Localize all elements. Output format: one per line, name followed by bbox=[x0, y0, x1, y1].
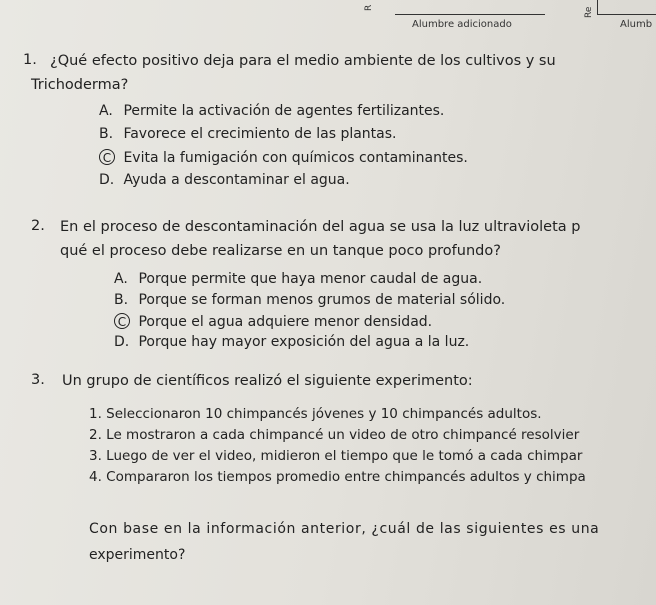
option-d bbox=[114, 334, 469, 350]
graph-label-alumbre: Alumbre adicionado bbox=[412, 19, 512, 30]
option-letter: D. bbox=[99, 172, 115, 188]
question-text: qué el proceso debe realizarse en un tanque poco profundo? bbox=[60, 243, 501, 259]
question-number: 1. bbox=[23, 52, 37, 68]
closing-question-text: experimento? bbox=[89, 547, 186, 563]
option-letter: B. bbox=[99, 126, 114, 142]
option-c-selected bbox=[114, 313, 432, 330]
experiment-step: 2. Le mostraron a cada chimpancé un video de otro chimpancé resolvier bbox=[89, 427, 580, 443]
option-text: Porque permite que haya menor caudal de agua. bbox=[138, 271, 483, 287]
option-text: Ayuda a descontaminar el agua. bbox=[123, 172, 350, 188]
question-number: 3. bbox=[31, 372, 45, 388]
question-text: En el proceso de descontaminación del agua se usa la luz ultravioleta p bbox=[60, 219, 581, 235]
graph-rot-label-left: R bbox=[364, 4, 374, 11]
question-text: ¿Qué efecto positivo deja para el medio ambiente de los cultivos y su bbox=[50, 53, 556, 69]
closing-question-text: Con base en la información anterior, ¿cuál de las siguientes es una bbox=[89, 521, 600, 537]
option-text: Porque el agua adquiere menor densidad. bbox=[138, 314, 433, 330]
option-text: Evita la fumigación con químicos contaminantes. bbox=[123, 150, 468, 166]
experiment-step: 3. Luego de ver el video, midieron el tiempo que le tomó a cada chimpar bbox=[89, 448, 583, 464]
graph-axis-right bbox=[597, 14, 656, 15]
option-b bbox=[99, 126, 397, 142]
option-a bbox=[99, 103, 444, 119]
option-a bbox=[114, 271, 482, 287]
option-letter: A. bbox=[114, 271, 128, 287]
option-letter: B. bbox=[114, 292, 129, 308]
graph-axis-right-vertical bbox=[597, 0, 598, 15]
option-letter: A. bbox=[99, 103, 113, 119]
option-text: Permite la activación de agentes fertilizantes. bbox=[123, 103, 445, 119]
option-text: Favorece el crecimiento de las plantas. bbox=[123, 126, 397, 142]
circled-option-letter: C bbox=[99, 149, 115, 165]
graph-axis-left bbox=[395, 14, 545, 15]
question-text: Un grupo de científicos realizó el siguiente experimento: bbox=[62, 373, 473, 389]
option-d bbox=[99, 172, 350, 188]
option-text: Porque hay mayor exposición del agua a la luz. bbox=[138, 334, 470, 350]
option-letter: D. bbox=[114, 334, 130, 350]
top-graph-strip bbox=[0, 0, 656, 40]
graph-label-alumb: Alumb bbox=[620, 19, 653, 30]
question-number: 2. bbox=[31, 218, 45, 234]
option-c-selected bbox=[99, 149, 468, 166]
option-b bbox=[114, 292, 505, 308]
graph-rot-label-right: Re bbox=[584, 6, 594, 18]
experiment-step: 1. Seleccionaron 10 chimpancés jóvenes y 10 chimpancés adultos. bbox=[89, 406, 542, 422]
circled-option-letter: C bbox=[114, 313, 130, 329]
option-text: Porque se forman menos grumos de material sólido. bbox=[138, 292, 506, 308]
question-text: Trichoderma? bbox=[31, 77, 129, 93]
experiment-step: 4. Compararon los tiempos promedio entre chimpancés adultos y chimpa bbox=[89, 469, 586, 485]
